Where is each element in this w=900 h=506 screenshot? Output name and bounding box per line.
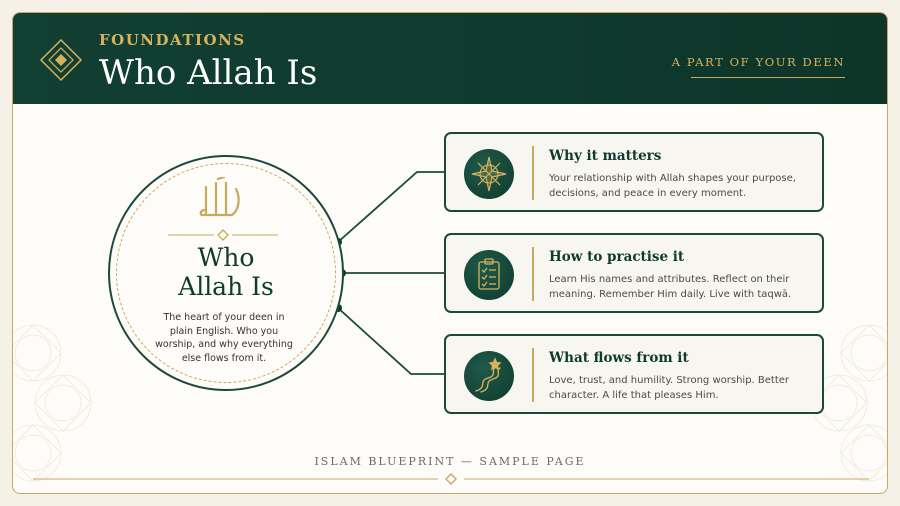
header-tagline: A PART OF YOUR DEEN <box>671 55 845 69</box>
card-how-to-practise <box>444 233 824 313</box>
section-eyebrow: FOUNDATIONS <box>99 31 246 49</box>
footer-label: ISLAM BLUEPRINT — SAMPLE PAGE <box>314 455 586 468</box>
page-frame <box>12 12 888 494</box>
card-title: How to practise it <box>549 249 685 265</box>
compass-star-icon <box>464 149 514 199</box>
ornament-divider <box>168 229 278 241</box>
card-why-it-matters <box>444 132 824 212</box>
card-text: Your relationship with Allah shapes your purpose, decisions, and peace in every moment. <box>549 173 796 199</box>
winding-path-icon <box>464 351 514 401</box>
checklist-icon <box>464 250 514 300</box>
hub-title-line1: Who <box>197 243 255 272</box>
card-text: Learn His names and attributes. Reflect on their meaning. Remember Him daily. Live with taqwā. <box>549 274 792 300</box>
page-title: Who Allah Is <box>99 53 318 93</box>
hub-title-line2: Allah Is <box>178 272 274 301</box>
card-text: Love, trust, and humility. Strong worship. Better character. A life that pleases Him. <box>549 375 790 401</box>
central-hub-circle <box>108 155 344 391</box>
card-title: Why it matters <box>549 148 662 164</box>
card-divider <box>532 348 534 402</box>
card-title: What flows from it <box>549 350 689 366</box>
allah-calligraphy-icon <box>196 177 248 225</box>
hub-title <box>110 243 342 301</box>
card-what-flows-from-it <box>444 334 824 414</box>
card-divider <box>532 247 534 301</box>
footer-ornament-divider <box>33 473 869 485</box>
hub-description: The heart of your deen in plain English. Who you worship, and why everything else flows from it. <box>155 312 293 364</box>
card-divider <box>532 146 534 200</box>
